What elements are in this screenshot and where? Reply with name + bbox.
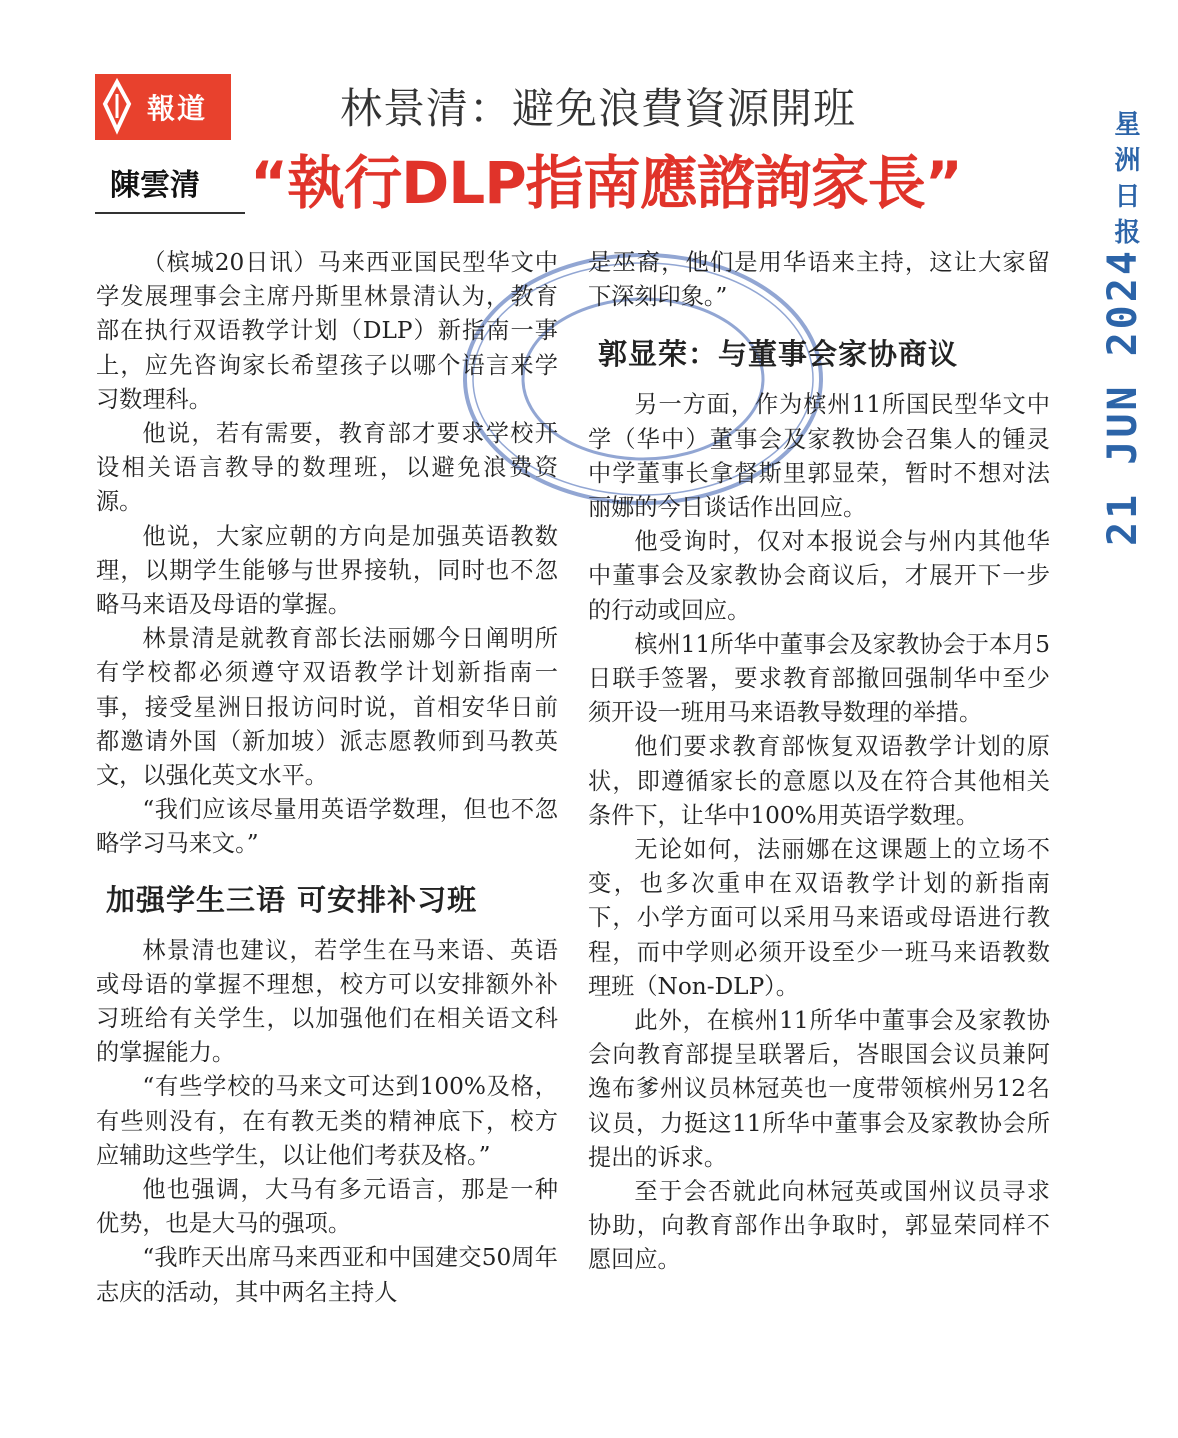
paragraph: 林景清是就教育部长法丽娜今日阐明所有学校都必须遵守双语教学计划新指南一事，接受星洲日报访问时说，首相安华日前都邀请外国（新加坡）派志愿教师到马教英文，以强化英文水平。 <box>96 625 558 790</box>
article-column-right <box>588 246 1050 1278</box>
date-stamp <box>1100 248 1150 546</box>
paragraph: 无论如何，法丽娜在这课题上的立场不变，也多次重申在双语教学计划的新指南下，小学方面可以采用马来语或母语进行教程，而中学则必须开设至少一班马来语教数理班（Non-DLP）。 <box>588 836 1050 1000</box>
paragraph: “我们应该尽量用英语学数理，但也不忽略学习马来文。” <box>96 796 558 858</box>
paragraph: （槟城20日讯）马来西亚国民型华文中学发展理事会主席丹斯里林景清认为，教育部在执行双语教学计划（DLP）新指南一事上，应先咨询家长希望孩子以哪个语言来学习数理科。 <box>96 249 558 413</box>
paragraph: “我昨天出席马来西亚和中国建交50周年志庆的活动，其中两名主持人 <box>96 1244 558 1306</box>
article-column-left <box>96 246 558 1310</box>
paragraph: 他说，大家应朝的方向是加强英语教数理，以期学生能够与世界接轨，同时也不忽略马来语及母语的掌握。 <box>96 522 558 619</box>
paragraph: “有些学校的马来文可达到100%及格，有些则没有，在有教无类的精神底下，校方应辅助这些学生，以让他们考获及格。” <box>96 1073 558 1169</box>
byline <box>95 152 245 214</box>
subheading: 郭显荣：与董事会家协商议 <box>598 337 959 372</box>
paragraph: 他受询时，仅对本报说会与州内其他华中董事会及家教协会商议后，才展开下一步的行动或回应。 <box>588 528 1050 624</box>
paragraph: 他也强调，大马有多元语言，那是一种优势，也是大马的强项。 <box>96 1176 558 1238</box>
pen-nib-icon <box>95 74 139 140</box>
author-name: 陳雲清 <box>110 168 200 203</box>
paragraph: 他说，若有需要，教育部才要求学校开设相关语言教导的数理班，以避免浪费资源。 <box>96 420 558 516</box>
headline-title: “執行DLP指南應諮詢家長” <box>250 149 962 217</box>
subheading: 加强学生三语 可安排补习班 <box>106 882 478 917</box>
paragraph: 此外，在槟州11所华中董事会及家教协会向教育部提呈联署后，峇眼国会议员兼阿逸布爹州议员林冠英也一度带领槟州另12名议员，力挺这11所华中董事会及家教协会所提出的诉求。 <box>588 1007 1050 1171</box>
headline-subtitle: 林景清：避免浪費資源開班 <box>340 84 857 133</box>
paragraph: 他们要求教育部恢复双语教学计划的原状，即遵循家长的意愿以及在符合其他相关条件下，让华中100%用英语学数理。 <box>588 733 1050 829</box>
paragraph: 是巫裔，他们是用华语来主持，这让大家留下深刻印象。” <box>588 249 1050 311</box>
paragraph: 林景清也建议，若学生在马来语、英语或母语的掌握不理想，校方可以安排额外补习班给有关学生，以加强他们在相关语文科的掌握能力。 <box>96 936 558 1067</box>
paragraph: 槟州11所华中董事会及家教协会于本月5日联手签署，要求教育部撤回强制华中至少须开设一班用马来语教导数理的举措。 <box>588 630 1050 727</box>
newspaper-name: 星洲日报 <box>1110 110 1140 254</box>
paragraph: 另一方面，作为槟州11所国民型华文中学（华中）董事会及家教协会召集人的锺灵中学董事长拿督斯里郭显荣，暂时不想对法丽娜的今日谈话作出回应。 <box>588 391 1050 522</box>
paragraph: 至于会否就此向林冠英或国州议员寻求协助，向教育部作出争取时，郭显荣同样不愿回应。 <box>588 1178 1050 1274</box>
section-badge <box>95 74 231 140</box>
date-text: 21 JUN 2024 <box>1100 248 1146 546</box>
section-label: 報道 <box>147 92 208 125</box>
